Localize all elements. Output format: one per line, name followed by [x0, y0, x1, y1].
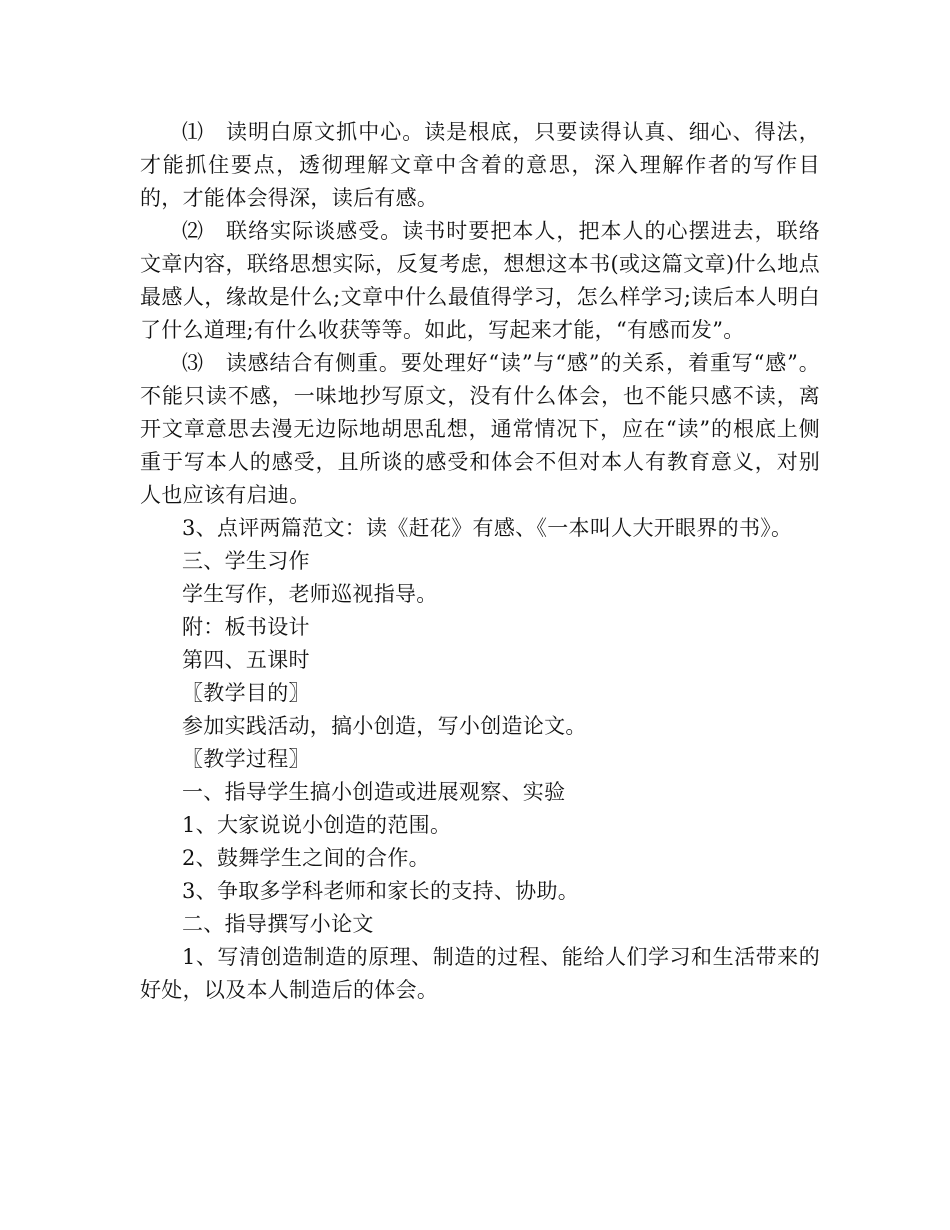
- paragraph-reading-tip-3: ⑶ 读感结合有侧重。要处理好“读”与“感”的关系，着重写“感”。不能只读不感，一味地抄写原文，没有什么体会，也不能只感不读，离开文章意思去漫无边际地胡思乱想，通常情况下，应在“读”的根底上侧重于写本人的感受，且所谈的感受和体会不但对本人有教育意义，对别人也应该有启迪。: [140, 351, 820, 507]
- process-step-1-heading: 一、指导学生搞小创造或进展观察、实验: [182, 780, 566, 804]
- lesson-heading: 第四、五课时: [182, 648, 310, 672]
- paragraph-reading-tip-2: ⑵ 联络实际谈感受。读书时要把本人，把本人的心摆进去，联络文章内容，联络思想实际，反复考虑，想想这本书(或这篇文章)什么地点最感人，缘故是什么;文章中什么最值得学习，怎么样学习;读后本人明白了什么道理;有什么收获等等。如此，写起来才能，“有感而发”。: [140, 219, 820, 342]
- paragraph-student-writing: 学生写作，老师巡视指导。: [182, 582, 438, 606]
- process-step-1-item-1: 1、大家说说小创造的范围。: [182, 813, 452, 837]
- paragraph-sample-review: 3、点评两篇范文：读《赶花》有感、《一本叫人大开眼界的书》。: [182, 516, 793, 540]
- document-body: [140, 116, 820, 1007]
- paragraph-reading-tip-1: ⑴ 读明白原文抓中心。读是根底，只要读得认真、细心、得法，才能抓住要点，透彻理解文章中含着的意思，深入理解作者的写作目的，才能体会得深，读后有感。: [140, 120, 820, 210]
- teaching-goal-heading: 〖教学目的〗: [182, 681, 310, 705]
- process-step-2-heading: 二、指导撰写小论文: [182, 912, 374, 936]
- teaching-goal-text: 参加实践活动，搞小创造，写小创造论文。: [182, 714, 587, 738]
- paragraph-board-design: 附：板书设计: [182, 615, 310, 639]
- section-heading-student-writing: 三、学生习作: [182, 549, 310, 573]
- process-step-1-item-3: 3、争取多学科老师和家长的支持、协助。: [182, 879, 580, 903]
- process-step-1-item-2: 2、鼓舞学生之间的合作。: [182, 846, 430, 870]
- teaching-process-heading: 〖教学过程〗: [182, 747, 310, 771]
- process-step-2-item-1: 1、写清创造制造的原理、制造的过程、能给人们学习和生活带来的好处，以及本人制造后的体会。: [140, 945, 820, 1002]
